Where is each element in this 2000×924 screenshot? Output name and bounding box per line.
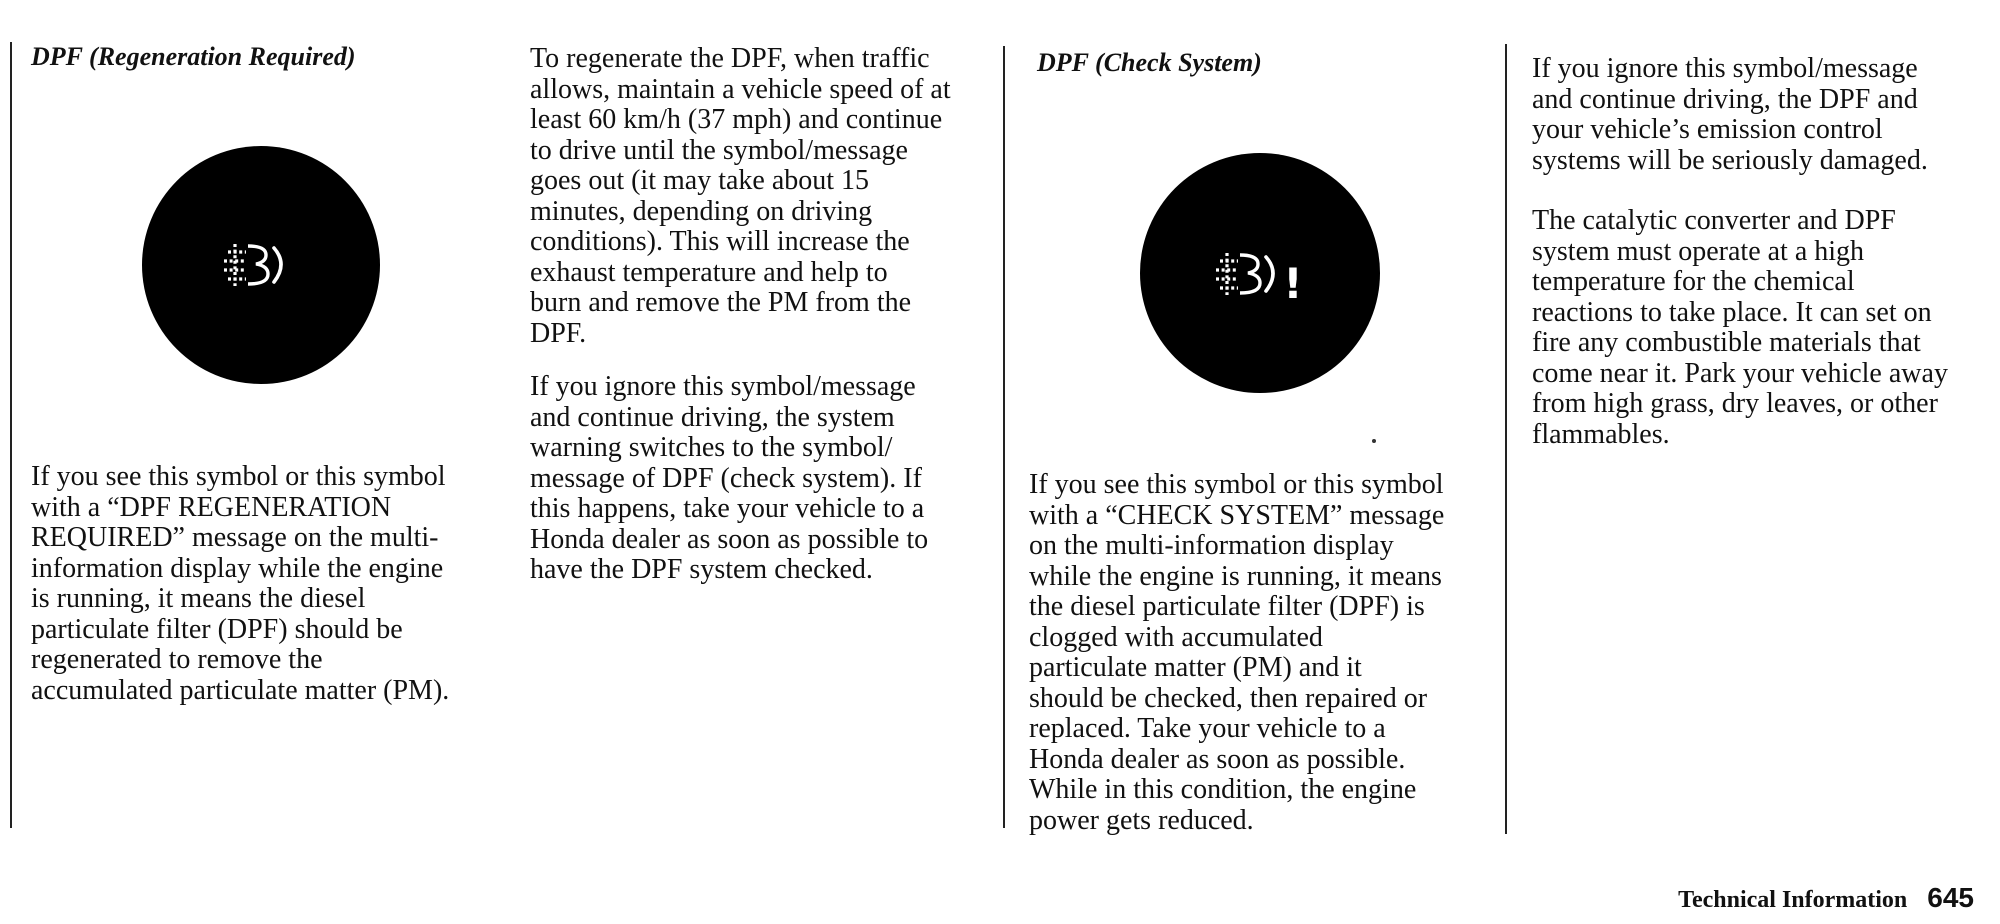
section-heading-dpf-check-system: DPF (Check System) xyxy=(1037,48,1262,77)
body-paragraph: To regenerate the DPF, when traffic allows, maintain a vehicle speed of at least 60 km/h (37 mph) and continue to drive until the symbol/message goes out (it may take about 15 minutes, depending on driving conditions). This will increase the exhaust temperature and help to burn and remove the PM from the DPF. xyxy=(530,43,951,349)
body-paragraph: If you ignore this symbol/message and continue driving, the system warning switches to the symbol/ message of DPF (check system). If this happens, take your vehicle to a Honda dealer as soon as possible to have the DPF system checked. xyxy=(530,371,929,585)
body-paragraph: If you see this symbol or this symbol with a “CHECK SYSTEM” message on the multi-information display while the engine is running, it means the diesel particulate filter (DPF) is clogged with accumulated particulate matter (PM) and it should be checked, then repaired or replaced. Take your vehicle to a Honda dealer as soon as possible. While in this condition, the engine power gets reduced. xyxy=(1029,469,1445,836)
dpf-check-system-icon xyxy=(1140,153,1380,393)
exclamation-mark: ! xyxy=(1283,259,1303,308)
dpf-regeneration-icon xyxy=(142,146,380,384)
section-heading-dpf-regeneration-required: DPF (Regeneration Required) xyxy=(31,42,356,71)
dpf-check-system-glyph xyxy=(1140,153,1380,393)
body-paragraph: If you ignore this symbol/message and continue driving, the DPF and your vehicle’s emission control systems will be seriously damaged. xyxy=(1532,53,1928,176)
body-paragraph: The catalytic converter and DPF system must operate at a high temperature for the chemical reactions to take place. It can set on fire any combustible materials that come near it. Park your vehicle away from high grass, dry leaves, or other flammables. xyxy=(1532,205,1948,450)
column-divider-right xyxy=(1505,44,1507,834)
page-footer xyxy=(1678,882,1974,914)
print-speck xyxy=(1372,439,1376,443)
column-divider-left xyxy=(10,42,12,828)
page-number: 645 xyxy=(1927,882,1974,913)
dpf-regeneration-glyph xyxy=(142,146,380,384)
footer-section-title: Technical Information xyxy=(1678,887,1908,913)
column-divider-middle xyxy=(1003,46,1005,828)
body-paragraph: If you see this symbol or this symbol with a “DPF REGENERATION REQUIRED” message on the multi- information display while the engine is running, it means the diesel particulate filter (DPF) should be regenerated to remove the accumulated particulate matter (PM). xyxy=(31,461,450,706)
